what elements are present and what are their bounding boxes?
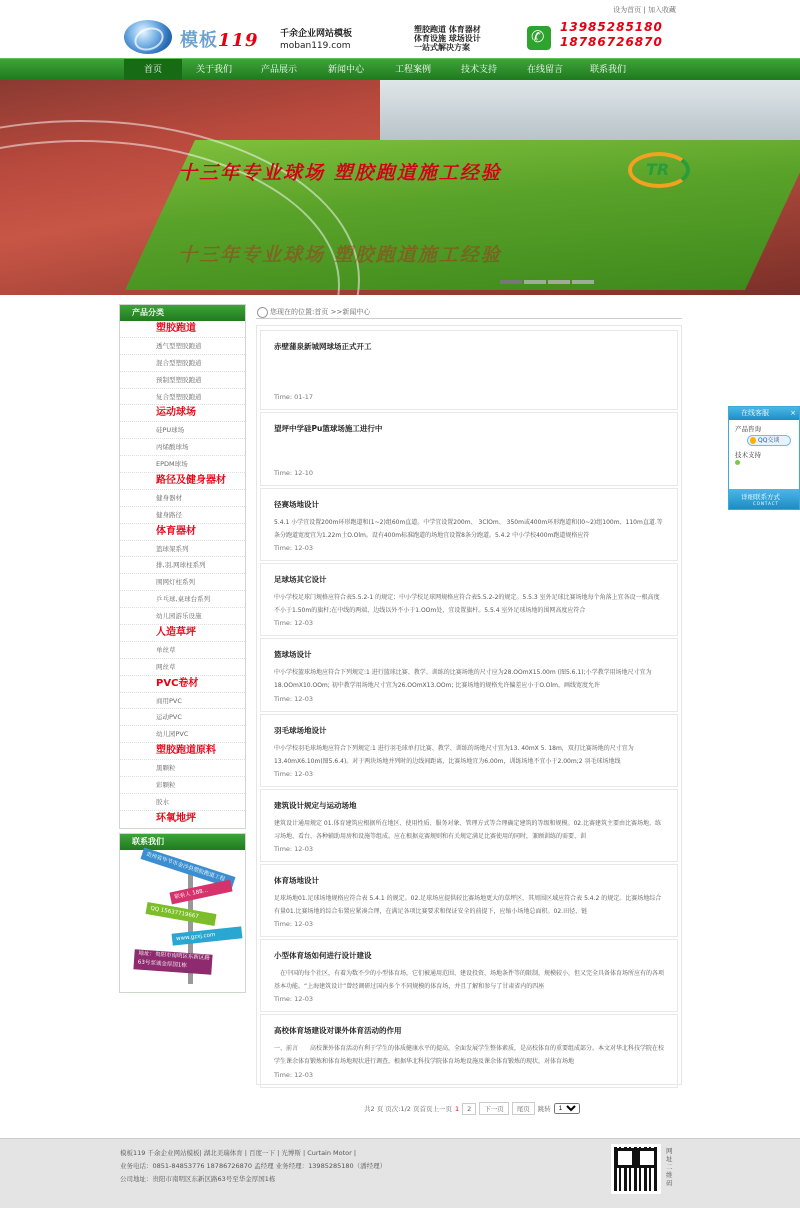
- subcategory-item[interactable]: 健身路径: [120, 507, 245, 524]
- close-icon[interactable]: ×: [790, 409, 796, 417]
- pager-info: 共2 页 页次:1/2 页首页上一页: [364, 1105, 452, 1113]
- news-title[interactable]: 足球场其它设计: [274, 575, 327, 585]
- slider-dot[interactable]: [500, 280, 522, 284]
- news-summary: 建筑设计通用规定 01.体育建筑应根据所在地区、使用性质、服务对象、管理方式等合理确定建筑的等级和规模。02.比赛建筑主要由比赛场地、练习场地、看台、各种辅助用房和设施等组成。应在根据竞赛规则和有关规定满足比赛使用的同时，兼顾训练的需要、训: [274, 819, 661, 840]
- hero-banner[interactable]: [0, 80, 800, 295]
- news-item: [260, 939, 678, 1012]
- news-time: Time: 12-03: [274, 844, 314, 853]
- contact-title: 联系我们: [120, 834, 245, 850]
- service-section-label: 产品咨询: [735, 425, 761, 433]
- subcategory-item[interactable]: 透气型塑胶跑道: [120, 338, 245, 355]
- category-item[interactable]: PVC卷材: [120, 676, 245, 693]
- news-item: [260, 638, 678, 711]
- service-section-label: 技术支持: [735, 451, 761, 459]
- logo-text: 模板: [180, 30, 218, 51]
- news-title[interactable]: 建筑设计规定与运动场地: [274, 800, 357, 810]
- slider-dot[interactable]: [548, 280, 570, 284]
- news-summary: 在中国的每个社区，有着为数不少的小型体育场，它们被通用范围、建设投资、场地条件等的限制，规模较小，但又完全具备体育场所应有的各项基本功能。“上海建筑设计”曾经调研过国内多个不同规模的体育场，并且了解和参与了甘肃省内的四座: [274, 970, 665, 991]
- globe-logo-icon[interactable]: [124, 20, 172, 54]
- news-time: Time: 12-03: [274, 694, 314, 703]
- product-category-box: [119, 304, 246, 829]
- category-item[interactable]: 路径及健身器材: [120, 473, 245, 490]
- status-dot-icon: [735, 459, 793, 467]
- subcategory-item[interactable]: 复合型塑胶跑道: [120, 389, 245, 406]
- slogan-line-2: 体育设施 球场设计: [414, 34, 481, 43]
- news-item: [260, 714, 678, 787]
- news-time: Time: 12-03: [274, 1070, 314, 1079]
- sign-board: 地址：贵阳市南明区东新区路63号至诚金厚国1栋: [133, 949, 212, 974]
- nav-item-support[interactable]: 技术支持: [460, 65, 497, 75]
- news-title[interactable]: 赤壁蒲泉新城网球场正式开工: [274, 342, 372, 351]
- subcategory-item[interactable]: EPDM球场: [120, 456, 245, 473]
- site-footer: [0, 1138, 800, 1208]
- nav-item-news[interactable]: 新闻中心: [327, 65, 364, 75]
- header-slogan: [414, 25, 481, 52]
- footer-links[interactable]: 模板119 千余企业网站模板| 湖北美瑞体育 | 百度一下 | 光博斯 | Curtain Motor |: [120, 1149, 357, 1157]
- news-title[interactable]: 羽毛球场地设计: [274, 725, 327, 735]
- slider-dot[interactable]: [524, 280, 546, 284]
- banner-title: 十三年专业球场 塑胶跑道施工经验: [178, 162, 502, 184]
- pager-current-page: 1: [455, 1104, 460, 1113]
- subcategory-item[interactable]: 丙烯酸球场: [120, 439, 245, 456]
- news-summary: 中小学校篮球场地应符合下列规定:1 进行篮球比赛、教学、训练的比赛场地的尺寸应为28.OOmX15.00m (图5.6.1);小学教学用场地尺寸宜为18.OOmX10.OOm; 初中教学用场地尺寸宜为26.OOmX13.OOm; 比赛场地的规格允许偏差应小于O.Olm，画线宽度允许: [274, 669, 652, 690]
- news-summary: [274, 440, 665, 466]
- slogan-line-1: 塑胶跑道 体育器材: [414, 25, 481, 34]
- sidebar: [119, 304, 246, 993]
- news-title[interactable]: 高校体育场建设对课外体育活动的作用: [274, 1026, 402, 1036]
- subcategory-item[interactable]: 运动PVC: [120, 709, 245, 726]
- slider-indicators: [500, 280, 594, 284]
- news-summary: 一、前言 高校课外体育活动有利于学生的体质健康水平的提高，全面发展学生整体素质，是高校体育的重要组成部分。本文对华北科技学院在校学生课余体育锻炼和体育场地现状进行调查，根据华北科技学院体育场地设施及课余体育锻炼的现状，对体育场地: [274, 1045, 665, 1066]
- pager-jump-select[interactable]: [554, 1103, 580, 1114]
- nav-item-about[interactable]: 关于我们: [195, 65, 232, 75]
- nav-item-products[interactable]: 产品展示: [260, 65, 297, 75]
- logo-number: 119: [218, 30, 259, 51]
- news-title[interactable]: 体育场地设计: [274, 875, 319, 885]
- sign-board: 联系人 188...: [169, 879, 232, 904]
- pager-last-button[interactable]: 尾页: [512, 1102, 535, 1115]
- news-list: [256, 325, 682, 1085]
- news-title[interactable]: 望坪中学硅Pu篮球场施工进行中: [274, 424, 383, 433]
- qq-chat-button[interactable]: QQ交谈: [747, 435, 791, 446]
- slogan-line-3: 一站式解决方案: [414, 43, 470, 52]
- footer-address: 公司地址：贵阳市南明区东新区路63号至华金厚国1栋: [120, 1175, 276, 1183]
- news-item: [260, 563, 678, 636]
- subcategory-item[interactable]: 预制型塑胶跑道: [120, 372, 245, 389]
- news-summary: 中小学校羽毛球场地应符合下列规定:1 进行羽毛球单打比赛、教学、训练的场地尺寸宜为13. 40mX 5. 18m，双打比赛场地的尺寸宜为13.40mX6.10m(图5.6.4)。对于两块场地并列时的边线间距离，比赛场地宜为6.00m，训练场地不宜小于2.00m;2 羽毛球场地线: [274, 744, 634, 765]
- sign-board: QQ 15637719667: [145, 902, 216, 926]
- news-time: Time: 12-03: [274, 769, 314, 778]
- footer-phone: 业务电话：0851-84853776 18786726870 孟经理 业务经理：13985285180（潘经理）: [120, 1162, 387, 1170]
- news-item: [260, 488, 678, 561]
- news-summary: 中小学校足球门规格应符合表5.5.2-1 的规定；中小学校足球网规格应符合表5.5.2-2的规定。5.5.3 室外足球比赛场地每个角落上宜各设一根高度不小于1.50m的旗杆;在中线的两端、边线以外不小于1.OOm处，宜设置旗杆。5.5.4 室外足球场地的围网高度应符合: [274, 594, 660, 615]
- subcategory-item[interactable]: 排,羽,网球柱系列: [120, 557, 245, 574]
- banner-sky: [380, 80, 800, 140]
- news-time: Time: 12-10: [274, 469, 314, 477]
- contact-details-label: 详细联系方式: [741, 493, 780, 501]
- category-item[interactable]: 塑胶跑道: [120, 321, 245, 338]
- news-time: Time: 12-03: [274, 995, 314, 1004]
- phone-number-1: 13985285180: [560, 20, 663, 34]
- pager-page-2[interactable]: 2: [462, 1103, 476, 1115]
- pager-jump-label: 跳转: [537, 1105, 551, 1113]
- phone-number-2: 18786726870: [560, 35, 663, 49]
- subcategory-item[interactable]: 乒乓球,桌球台系列: [120, 591, 245, 608]
- subcategory-item[interactable]: 硅PU球场: [120, 422, 245, 439]
- contact-signpost-image: [130, 851, 242, 986]
- topbar-separator: |: [643, 6, 646, 14]
- slider-dot[interactable]: [572, 280, 594, 284]
- news-time: Time: 12-03: [274, 920, 314, 929]
- subcategory-item[interactable]: 健身器材: [120, 490, 245, 507]
- category-item[interactable]: 塑胶跑道原料: [120, 743, 245, 760]
- set-homepage-link[interactable]: 设为首页: [613, 6, 642, 14]
- category-item[interactable]: 运动球场: [120, 405, 245, 422]
- subcategory-item[interactable]: 篮球架系列: [120, 541, 245, 558]
- nav-item-cases[interactable]: 工程案例: [394, 65, 431, 75]
- brand-logo-icon: [628, 152, 690, 188]
- subcategory-item[interactable]: 商用PVC: [120, 693, 245, 710]
- news-summary: [274, 358, 665, 384]
- news-item: [260, 412, 678, 486]
- subcategory-item[interactable]: 幼儿园游乐设施: [120, 608, 245, 625]
- subcategory-item[interactable]: 黑颗粒: [120, 760, 245, 777]
- news-time: Time: 01-17: [274, 393, 314, 401]
- main-nav: [0, 58, 800, 80]
- footer-info: [120, 1147, 386, 1186]
- service-section: [729, 450, 799, 471]
- service-section: [729, 420, 799, 450]
- phone-icon: [527, 26, 551, 50]
- news-title[interactable]: 径赛场地设计: [274, 500, 319, 509]
- news-item: [260, 864, 678, 937]
- sign-board: www.gzxj.com: [172, 926, 243, 945]
- news-title[interactable]: 篮球场设计: [274, 650, 312, 660]
- subcategory-item[interactable]: 彩颗粒: [120, 777, 245, 794]
- top-links: [613, 5, 676, 15]
- qr-code-icon: [611, 1144, 661, 1194]
- pager-next-button[interactable]: 下一页: [479, 1102, 509, 1115]
- news-time: Time: 12-03: [274, 544, 314, 553]
- news-summary: 5.4.1 小学宜设置200m环形跑道和(1~2)组60m直道。中学宜设置200m、 3ClOm、 350m或400m环形跑道和(l0~2)组100m、110m直道.等条分跑道宽度宜为1.22m土O.Olm。设有400m标准跑道的场地宜设置8条分跑道。5.4.2 中小学校400m跑道规格应符: [274, 519, 663, 539]
- hotline-numbers: [560, 20, 663, 50]
- contact-details-en: CONTACT: [753, 501, 779, 506]
- logo-wordmark[interactable]: [180, 26, 259, 52]
- nav-item-home[interactable]: 首页: [124, 59, 182, 81]
- news-title[interactable]: 小型体育场如何进行设计建设: [274, 951, 372, 961]
- subcategory-item[interactable]: 胶水: [120, 794, 245, 811]
- subcategory-item[interactable]: 网丝草: [120, 659, 245, 676]
- site-url: moban119.com: [280, 41, 351, 51]
- site-header: [124, 18, 684, 58]
- add-favorite-link[interactable]: 加入收藏: [648, 6, 676, 14]
- banner-title-reflection: 十三年专业球场 塑胶跑道施工经验: [178, 244, 502, 266]
- breadcrumb: 您现在的位置:首页 >>新闻中心: [256, 305, 682, 319]
- category-item[interactable]: 人造草坪: [120, 625, 245, 642]
- category-item[interactable]: 环氧地坪: [156, 812, 196, 824]
- site-name-text: 千余企业网站模板: [280, 29, 353, 39]
- news-item: [260, 789, 678, 862]
- nav-item-message[interactable]: 在线留言: [526, 65, 563, 75]
- news-item: [260, 330, 678, 410]
- subcategory-item[interactable]: 围网灯柱系列: [120, 574, 245, 591]
- sidebar-title: 产品分类: [120, 305, 245, 321]
- sign-board: 贵州省毕节市金沙县塑胶跑道工程: [140, 847, 235, 888]
- subcategory-item[interactable]: 单丝草: [120, 642, 245, 659]
- news-item: [260, 1014, 678, 1087]
- site-name: [280, 28, 352, 52]
- contact-details-button[interactable]: [729, 489, 799, 509]
- pagination: [364, 1102, 580, 1115]
- online-service-header: [729, 407, 799, 420]
- subcategory-item[interactable]: 幼儿园PVC: [120, 726, 245, 743]
- news-summary: 足球场地01.足球场地规格应符合表 5.4.1 的规定。02.足球场应提供较比赛场地更大的草坪区，其周围区域应符合表 5.4.2 的规定。比赛场地综合有量01.比赛场地的综合布置应紧凑合理，在满足各项比赛要求和保证安全的前提下，应缩小场地总面积。02.田径、链: [274, 894, 662, 915]
- online-service-title: 在线客服: [741, 409, 769, 417]
- contact-box: [119, 833, 246, 993]
- subcategory-item[interactable]: 混合型塑胶跑道: [120, 355, 245, 372]
- online-service-panel: [728, 406, 800, 510]
- category-item[interactable]: 体育器材: [120, 524, 245, 541]
- qr-label: 网址二维码: [666, 1147, 673, 1187]
- nav-item-contact[interactable]: 联系我们: [589, 65, 626, 75]
- news-time: Time: 12-03: [274, 619, 314, 628]
